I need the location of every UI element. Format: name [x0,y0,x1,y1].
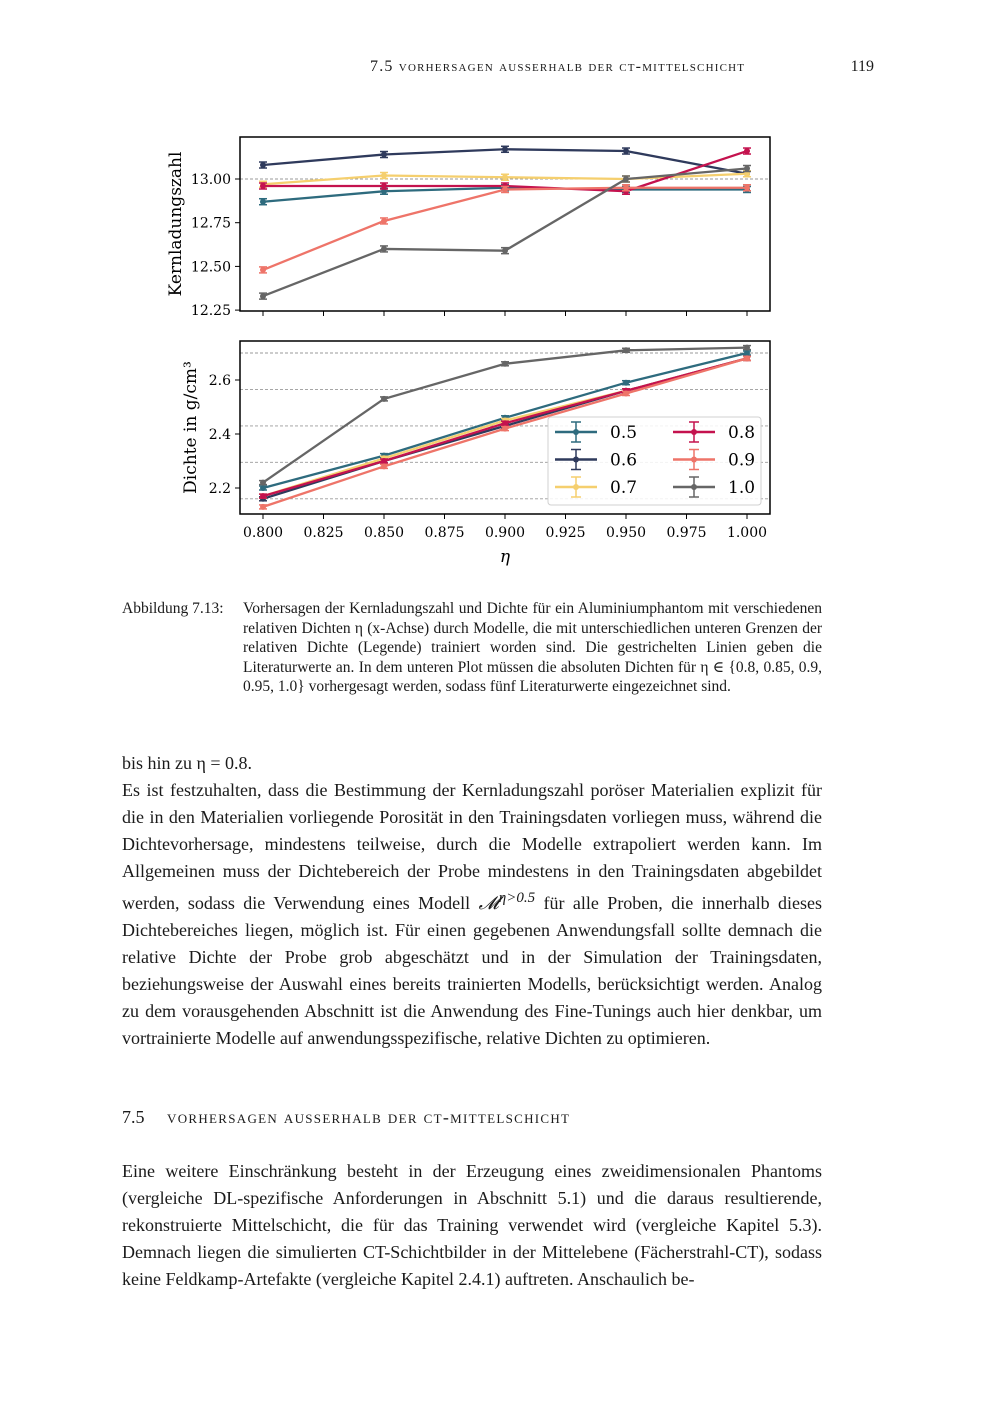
data-point [623,148,629,154]
y-tick-label: 2.2 [208,481,231,497]
data-point [623,347,629,353]
data-point [502,426,508,432]
data-point [744,350,750,356]
legend-label: 0.7 [610,478,638,498]
dichte-plot [181,341,770,567]
series-0.6 [259,146,751,176]
kernladungszahl-plot [166,137,770,319]
data-point [744,148,750,154]
legend-label: 0.6 [610,450,638,471]
data-point [260,493,266,499]
data-point [260,293,266,299]
data-point [502,361,508,367]
y-tick-label: 13.00 [190,172,231,188]
x-tick-label: 0.925 [545,525,586,541]
legend-label: 0.9 [728,450,756,471]
data-point [260,504,266,510]
legend-label: 0.5 [610,423,638,443]
model-superscript: η>0.5 [498,890,536,906]
caption-text: Vorhersagen der Kernladungszahl und Dichte für ein Aluminiumphantom mit verschiedenen relativen Dichten η (x-Achse) durch Modelle, die mit unterschiedlichen unteren Grenzen der relativen Dichte (Legende) trainiert worden sind. Die gestrichelten Linien geben die Literaturwerte an. In dem unteren Plot müssen die absoluten Dichten für η ∈ {0.8, 0.85, 0.9, 0.95, 1.0} vorhergesagt werden, sodass fünf Literaturwerte eingezeichnet sind. [243,600,822,695]
data-point [744,185,750,191]
model-symbol: 𝓜 [478,893,499,913]
data-point [502,186,508,192]
data-point [260,485,266,491]
data-point [623,391,629,397]
y-tick-label: 2.6 [208,373,231,389]
paragraph-2-text: Eine weitere Einschränkung besteht in der Erzeugung eines zweidimensionalen Phantoms (vergleiche DL-spezifische Anforderungen in Abschnitt 5.1) und die daraus resultierende, rekonstruierte Mittelschicht, die für das Training verwendet wird (vergleiche Kapitel 5.3). Demnach liegen die simulierten CT-Schichtbilder in der Mittelebene (Fächerstrahl-CT), sodass keine Feldkamp-Artefakte (vergleiche Kapitel 2.4.1) auftreten. Anschaulich be- [122,1161,822,1289]
y-tick-label: 12.75 [190,215,231,232]
figure-7-13 [150,120,790,580]
x-tick-label: 0.850 [363,525,405,541]
y-axis-label: Dichte in g/cm³ [181,361,201,494]
running-header [370,58,874,76]
y-tick-label: 12.50 [190,259,231,276]
section-title: vorhersagen ausserhalb der ct-mittelschicht [167,1107,571,1127]
data-point [260,480,266,486]
x-tick-label: 0.825 [303,525,344,541]
data-point [502,174,508,180]
x-tick-label: 0.900 [484,525,526,541]
data-point [260,267,266,273]
data-point [623,185,629,191]
x-tick-label: 0.950 [605,525,647,541]
data-point [381,183,387,189]
data-point [744,355,750,361]
data-point [260,199,266,205]
data-point [744,166,750,172]
paragraph-1 [122,750,822,1052]
paragraph-1-lead: bis hin zu η = 0.8. [122,753,253,773]
x-tick-label: 0.875 [424,525,465,541]
chart-canvas [150,120,790,580]
y-tick-label: 12.25 [190,303,231,320]
x-axis-label: η [499,547,511,567]
data-point [623,380,629,386]
series-0.9 [259,185,751,273]
data-point [381,173,387,179]
section-heading [122,1107,570,1128]
data-point [260,183,266,189]
figure-caption [122,599,822,697]
data-point [381,218,387,224]
x-tick-label: 1.000 [726,525,768,541]
y-axis-label: Kernladungszahl [166,151,186,297]
legend [548,417,761,505]
data-point [381,463,387,469]
data-point [381,152,387,158]
caption-label: Abbildung 7.13: [122,600,224,617]
data-point [260,162,266,168]
data-point [381,458,387,464]
legend-label: 0.8 [728,423,756,443]
data-point [502,146,508,152]
x-tick-label: 0.800 [242,525,284,541]
legend-label: 1.0 [728,478,756,498]
data-point [381,246,387,252]
y-tick-label: 2.4 [208,427,231,443]
running-header-section: 7.5 vorhersagen ausserhalb der ct-mittelschicht [370,58,746,75]
x-tick-label: 0.975 [666,525,707,541]
paragraph-2 [122,1158,822,1293]
data-point [744,345,750,351]
data-point [502,420,508,426]
data-point [502,248,508,254]
data-point [623,176,629,182]
data-point [381,396,387,402]
section-number: 7.5 [122,1107,145,1127]
page-number: 119 [850,58,874,75]
paragraph-1-main: Es ist festzuhalten, dass die Bestimmung der Kernladungszahl poröser Materialien explizit für die in den Materialien vorliegende Porosität in den Trainingsdaten vorliegen muss, während die Dichtevorhersage, mindestens teilweise, durch die Modelle extrapoliert werden kann. Im Allgemeinen muss der Dichtebereich der Probe mindestens in den Trainingsdaten abgebildet werden, sodass die Verwendung eines Modell 𝓜$^{\eta>0.5}$ für alle Proben, die innerhalb dieses Dichtebereiches liegen, möglich ist. Für einen gegebenen Anwendungsfall sollte demnach die relative Dichte der Probe grob abgeschätzt und in der Simulation der Trainingsdaten, beziehungsweise der Auswahl eines bereits trainierten Modells, berücksichtigt werden. Analog zu dem vorausgehenden Abschnitt ist die Anwendung des Fine-Tunings auch hier denkbar, um vortrainierte Modelle auf anwendungsspezifische, relative Dichten zu optimieren. [122,780,822,1048]
